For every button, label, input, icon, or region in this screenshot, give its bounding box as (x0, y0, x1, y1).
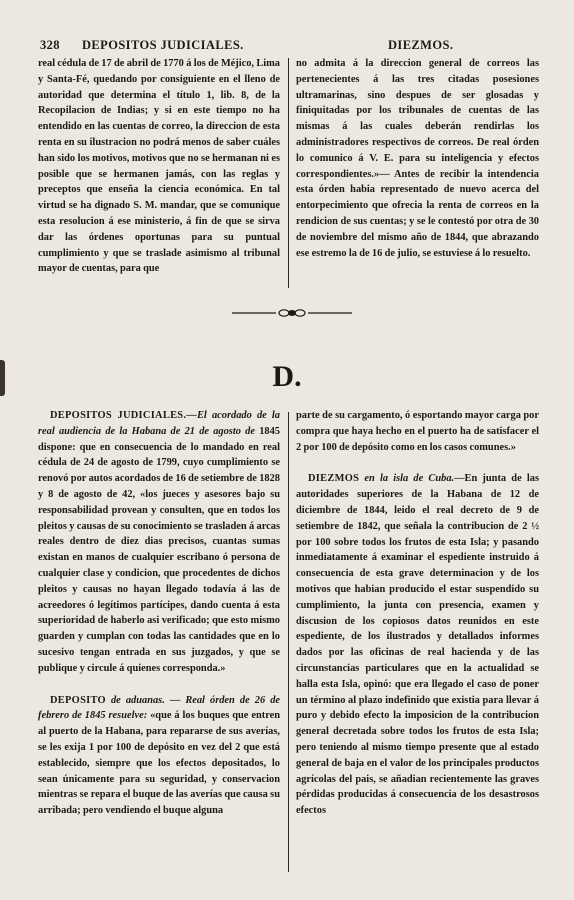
running-head-right: DIEZMOS. (388, 38, 454, 52)
page-number: 328 (40, 38, 60, 52)
entry-deposito-aduanas (38, 693, 280, 819)
section-letter: D. (272, 360, 302, 393)
headword: DIEZMOS (308, 473, 360, 485)
entry-depositos-judiciales (38, 408, 280, 677)
bottom-left-column (38, 408, 280, 819)
entry-diezmos (296, 471, 539, 819)
top-left-paragraph: real cédula de 17 de abril de 1770 á los de Méjico, Lima y Santa-Fé, quedando por consiguiente en el lleno de autoridad que determina el título 1, lib. 8, de la Recopilacion de Indias; y si en este tiempo no ha entendido en las cuentas de correo, la direccion de esta renta en su ilustracion no podrá menos de saber cuáles han sido los motivos, motivos que no se hermanan ni es posible que se hermanen jamás, con las reglas y preceptos que enseña la ciencia económica. En tal virtud se ha dignado S. M. mandar, que se comunique esta resolucion á ese ministerio, á fin de que se sirva dar las órdenes oportunas para su puntual cumplimiento y que se traslade asimismo al tribunal mayor de cuentas, para que (38, 58, 280, 275)
top-right-paragraph: no admita á la direccion general de correos las pertenecientes á las tres citadas posesiones ultramarinas, sino despues de ser glosadas y finiquitadas por los tribunales de cuentas de las mismas á las cuales deberán rendirlas los administradores respectivos de correos. De real órden lo comunico á V. E. para su inteligencia y efectos correspondientes.»— Antes de recibir la intendencia esta órden habia representado de nuevo acerca del entorpecimiento que ofrecia la renta de correos en la rendicion de sus cuentas; y se le contestó por otra de 30 de noviembre del mismo año de 1844, que abrazando ese estremo la de 16 de julio, se estuviese á lo resuelto. (296, 58, 539, 259)
column-divider-top (288, 58, 289, 288)
deposito-continuation: parte de su cargamento, ó esportando mayor carga por compra que haya hecho en el puerto ha de satisfacer el 2 por 100 de depósito como en los casos comunes.» (296, 410, 539, 453)
entry-body: «que á los buques que entren al puerto de la Habana, para repararse de sus averías, se les exija 1 por 100 de depósito en vez del 2 que está establecido, siempre que los efectos depositados, lo sean únicamente para su seguridad, y conservacion mientras se repara el buque de las averías que causa su arribada; pero vendiendo el buque alguna (38, 710, 281, 817)
top-left-column (38, 56, 280, 277)
running-head-left: DEPOSITOS JUDICIALES. (82, 38, 244, 52)
entry-body: 1845 dispone: que en consecuencia de lo mandado en real cédula de 24 de agosto de 1799, cuyo cumplimiento se renovó por autos acordados de 16 de setiembre de 1828 y 8 de agosto de 42, «los jueces y asesores bajo su responsabilidad provean y consulten, que en todos los pleitos y causas de su conocimiento se trasladen á arcas reales dentro de diez dias precisos, cuantas sumas existan en manos de cualquier escribano ó persona de cualquier clase y condicion, que procedentes de dichos pleitos y causas no hayan llegado todavía á las de acreedores ó legítimos partícipes, dando cuenta á esta superioridad de haberlo asi verificado; que esto mismo guarden y cumplan con todas las cantidades que en lo sucesivo tengan entrada en sus juzgados, y que se publique y circule á quienes corresponda.» (38, 425, 280, 674)
top-right-column (296, 56, 539, 261)
column-divider-bottom (288, 412, 289, 872)
headword: DEPOSITOS JUDICIALES.— (50, 410, 197, 421)
entry-intro: El acordado de la real audiencia de la Habana de 21 de agosto de (38, 410, 280, 437)
entry-body: —En junta de las autoridades superiores de la Habana de 12 de diciembre de 1844, leido el real decreto de 9 de setiembre de 1842, que señala la contribucion de 2 ½ por 100 sobre todos los frutos de esta Isla; y pasando inmediatamente á examinar el espediente instruido á consecuencia de esta grave determinacion y de los motivos que habian producido el estar suspendido su cumplimiento, la junta con presencia, examen y discusion de los copiosos datos reunidos en este espediente, de los ilustrados y detallados informes dados por las oficinas de real hacienda y de las circunstancias particulares que en la actualidad se halla esta Isla, opinó: que era llegado el caso de poner un término al plazo indefinido que existia para llevar á puro y debido efecto la imposicion de la contribucion general decretada sobre todos los frutos de esta Isla; pero teniendo al mismo tiempo presente que al estado general de baja en el valor de los principales productos agrícolas del pais, se añadian recientemente las graves pérdidas producidas á consecuencia de los desastrosos efectos (296, 473, 540, 817)
headword: DEPOSITO (50, 694, 106, 706)
ornament-divider (232, 306, 352, 320)
bottom-right-column (296, 408, 539, 819)
entry-intro: en la isla de Cuba. (359, 473, 455, 485)
entry-intro: de aduanas. — Real órden de 26 de febrero de 1845 resuelve: (38, 694, 280, 722)
